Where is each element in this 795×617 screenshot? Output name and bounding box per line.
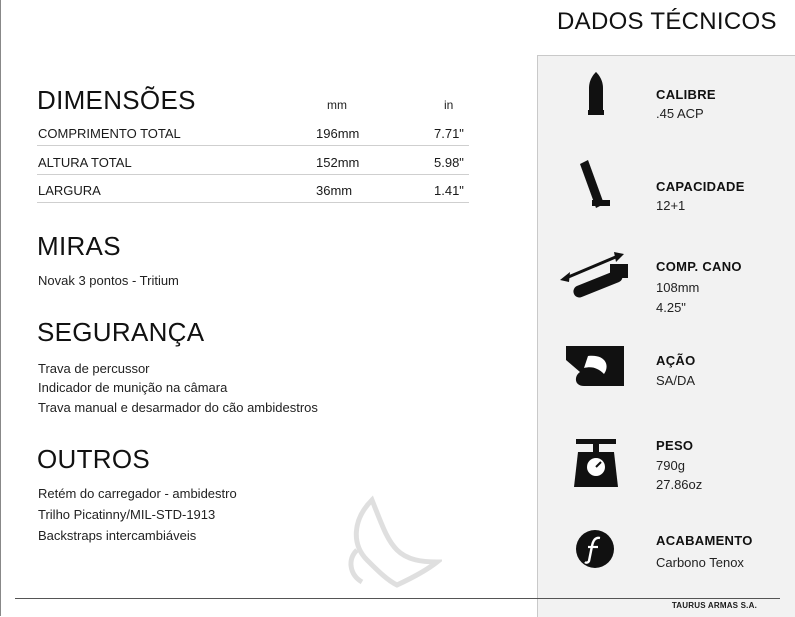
capacity-label: CAPACIDADE [656,179,745,194]
table-row [37,119,469,146]
safety-heading: SEGURANÇA [37,317,205,347]
others-item: Trilho Picatinny/MIL-STD-1913 [38,507,216,522]
row-label: COMPRIMENTO TOTAL [38,126,181,141]
bull-logo-watermark [342,490,442,590]
finish-value: Carbono Tenox [656,555,744,570]
barrel-length-label: COMP. CANO [656,259,742,274]
safety-item: Trava manual e desarmador do cão ambidestros [38,400,318,415]
others-heading: OUTROS [37,444,151,474]
sights-heading: MIRAS [37,231,121,261]
dimensions-heading: DIMENSÕES [37,85,196,115]
scale-icon [574,437,618,487]
row-in-value: 7.71" [434,126,464,141]
safety-item: Indicador de munição na câmara [38,380,228,395]
sights-item: Novak 3 pontos - Tritium [38,273,179,288]
column-header-in: in [444,98,454,112]
footer-company: TAURUS ARMAS S.A. [671,601,757,610]
bullet-icon [586,72,606,116]
barrel-icon [560,252,632,302]
action-value: SA/DA [656,373,696,388]
row-mm-value: 196mm [316,126,360,141]
row-in-value: 5.98" [434,155,464,170]
column-header-mm: mm [327,98,347,112]
barrel-length-in: 4.25" [656,300,686,315]
capacity-value: 12+1 [656,198,686,213]
others-item: Retém do carregador - ambidestro [38,486,237,501]
technical-data-heading: DADOS TÉCNICOS [557,8,777,35]
magazine-icon [578,160,612,208]
safety-item: Trava de percussor [38,361,150,376]
footer-divider [15,598,780,599]
action-label: AÇÃO [656,353,696,368]
calibre-value: .45 ACP [656,106,704,121]
finish-icon [575,529,615,569]
row-label: LARGURA [38,183,101,198]
others-item: Backstraps intercambiáveis [38,528,197,543]
weight-ounces: 27.86oz [656,477,703,492]
trigger-icon [566,346,624,386]
barrel-length-mm: 108mm [656,280,700,295]
table-row [37,176,469,203]
weight-label: PESO [656,438,694,453]
finish-label: ACABAMENTO [656,533,753,548]
page-left-border [0,0,1,616]
row-in-value: 1.41" [434,183,464,198]
table-row [37,148,469,175]
row-mm-value: 152mm [316,155,360,170]
weight-grams: 790g [656,458,685,473]
row-label: ALTURA TOTAL [38,155,132,170]
row-mm-value: 36mm [316,183,353,198]
calibre-label: CALIBRE [656,87,716,102]
